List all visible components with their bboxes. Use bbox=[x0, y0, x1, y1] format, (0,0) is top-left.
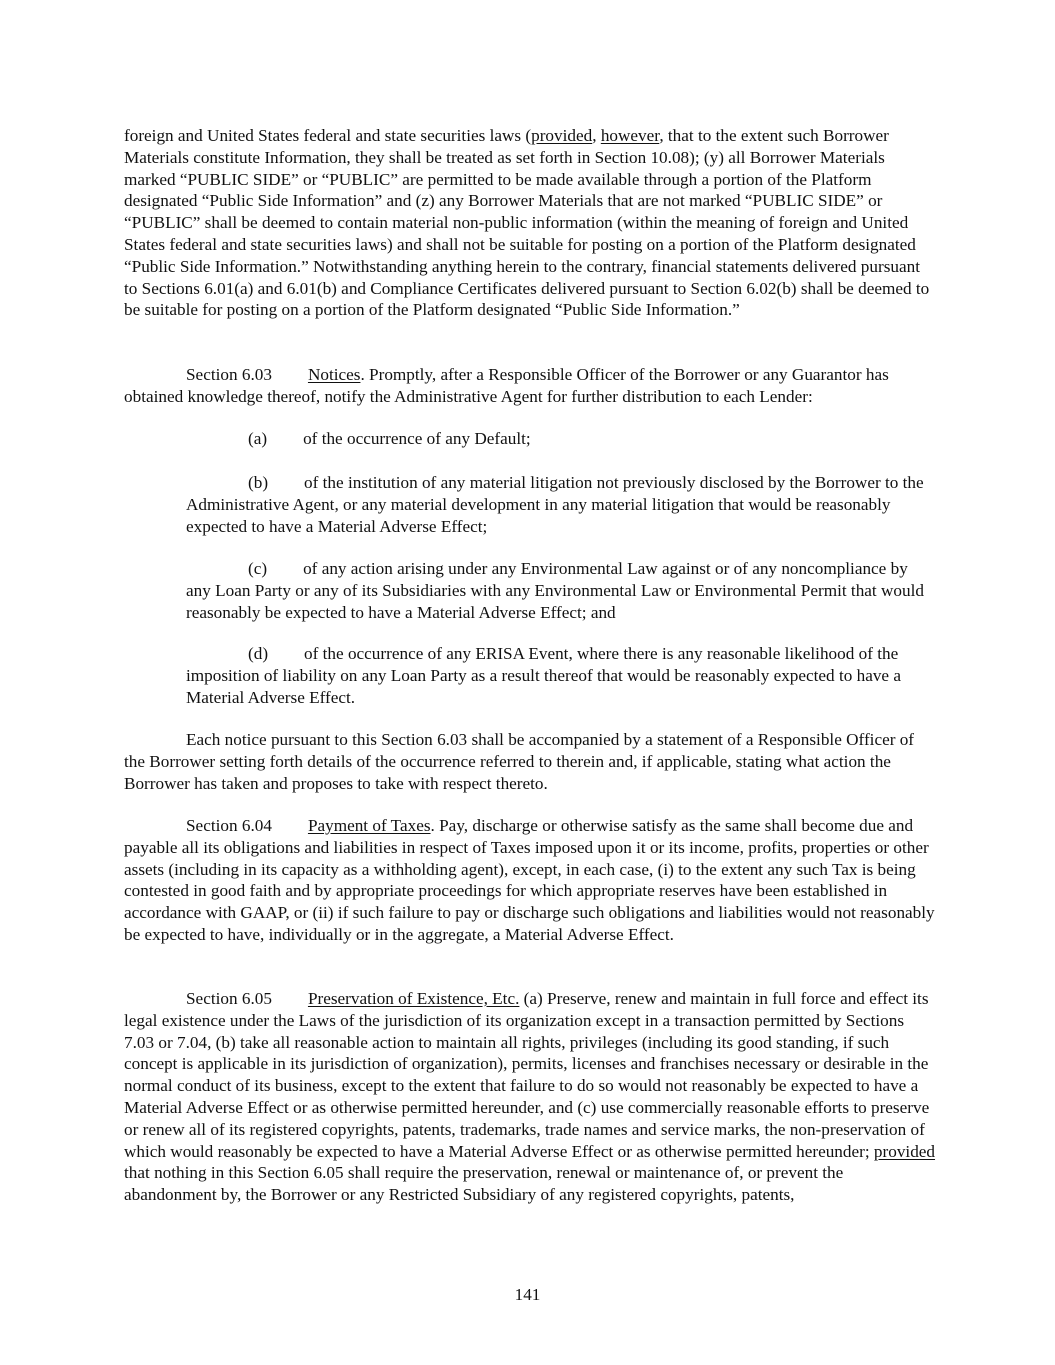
list-item-c bbox=[186, 558, 936, 623]
list-item-d bbox=[186, 643, 936, 708]
paragraph-text: Each notice pursuant to this Section 6.03 shall be accompanied by a statement of a Responsible Officer of the Borrower setting forth details of the occurrence referred to therein and, if applicable, stating what action the Borrower has taken and proposes to take with respect thereto. bbox=[124, 730, 915, 793]
section-number: Section 6.03 bbox=[186, 365, 272, 384]
section-6-05 bbox=[124, 988, 936, 1206]
provided-term: provided bbox=[531, 126, 593, 145]
item-text: of the institution of any material litigation not previously disclosed by the Borrower to the Administrative Agent, or any material development in any material litigation that would be reasonably expected to have a Material Adverse Effect; bbox=[186, 473, 924, 536]
page-number: 141 bbox=[514, 1285, 541, 1304]
section-6-04 bbox=[124, 815, 936, 946]
section-6-03 bbox=[124, 364, 936, 408]
item-label: (a) bbox=[248, 429, 268, 448]
section-text: . Pay, discharge or otherwise satisfy as the same shall become due and payable all its obligations and liabilities in respect of Taxes imposed upon it or its income, profits, properties or other assets (including in its capacity as a withholding agent), except, in each case, (i) to the extent any such Tax is being contested in good faith and by appropriate proceedings for which appropriate reserves have been established in accordance with GAAP, or (ii) if such failure to pay or discharge such obligations and liabilities would not reasonably be expected to have, individually or in the aggregate, a Material Adverse Effect. bbox=[124, 816, 935, 944]
paragraph-public-side bbox=[124, 125, 936, 321]
section-title: Notices bbox=[307, 365, 361, 384]
section-title: Payment of Taxes bbox=[307, 816, 431, 835]
section-text: . Promptly, after a Responsible Officer of the Borrower or any Guarantor has obtained knowledge thereof, notify the Administrative Agent for further distribution to each Lender: bbox=[124, 365, 889, 406]
however-term: however bbox=[600, 126, 660, 145]
list-item-b bbox=[186, 472, 936, 537]
list-item-a bbox=[186, 428, 936, 450]
item-text: of the occurrence of any Default; bbox=[303, 429, 531, 448]
section-text: (a) Preserve, renew and maintain in full force and effect its legal existence under the Laws of the jurisdiction of its organization except in a transaction permitted by Sections 7.03 or 7.04, (b) take all reasonable action to maintain all rights, privileges (including its good standing, if such concept is applicable in its jurisdiction of organization), permits, licenses and franchises necessary or desirable in the normal conduct of its business, except to the extent that failure to do so would not reasonably be expected to have a Material Adverse Effect or as otherwise permitted hereunder, and (c) use commercially reasonable efforts to preserve or renew all of its registered copyrights, patents, trademarks, trade names and service marks, the non-preservation of which would reasonably be expected to have a Material Adverse Effect or as otherwise permitted hereunder; bbox=[124, 989, 930, 1161]
section-number: Section 6.05 bbox=[186, 989, 272, 1008]
paragraph-text: , that to the extent such Borrower Materials constitute Information, they shall be treated as set forth in Section 10.08); (y) all Borrower Materials marked “PUBLIC SIDE” or “PUBLIC” are permitted to be made available through a portion of the Platform designated “Public Side Information” and (z) any Borrower Materials that are not marked “PUBLIC SIDE” or “PUBLIC” shall be deemed to contain material non-public information (within the meaning of foreign and United States federal and state securities laws) and shall not be suitable for posting on a portion of the Platform designated “Public Side Information.” Notwithstanding anything herein to the contrary, financial statements delivered pursuant to Sections 6.01(a) and 6.01(b) and Compliance Certificates delivered pursuant to Section 6.02(b) shall be deemed to be suitable for posting on a portion of the Platform designated “Public Side Information.” bbox=[124, 126, 930, 320]
item-text: of any action arising under any Environmental Law against or of any noncompliance by any Loan Party or any of its Subsidiaries with any Environmental Law or Environmental Permit that would reasonably be expected to have a Material Adverse Effect; and bbox=[186, 559, 924, 622]
paragraph-text: foreign and United States federal and state securities laws ( bbox=[124, 126, 532, 145]
section-title: Preservation of Existence, Etc. bbox=[307, 989, 520, 1008]
section-number: Section 6.04 bbox=[186, 816, 272, 835]
item-label: (c) bbox=[248, 559, 268, 578]
item-text: of the occurrence of any ERISA Event, where there is any reasonable likelihood of the imposition of liability on any Loan Party as a result thereof that would be reasonably expected to have a Material Adverse Effect. bbox=[186, 644, 901, 707]
item-label: (b) bbox=[248, 473, 269, 492]
provided-term: provided bbox=[873, 1141, 936, 1161]
section-text: that nothing in this Section 6.05 shall require the preservation, renewal or maintenance of, or prevent the abandonment by, the Borrower or any Restricted Subsidiary of any registered copyrights, patents, bbox=[124, 1163, 844, 1205]
paragraph-text: , bbox=[592, 126, 601, 145]
each-notice-paragraph bbox=[124, 729, 936, 794]
item-label: (d) bbox=[248, 644, 269, 663]
